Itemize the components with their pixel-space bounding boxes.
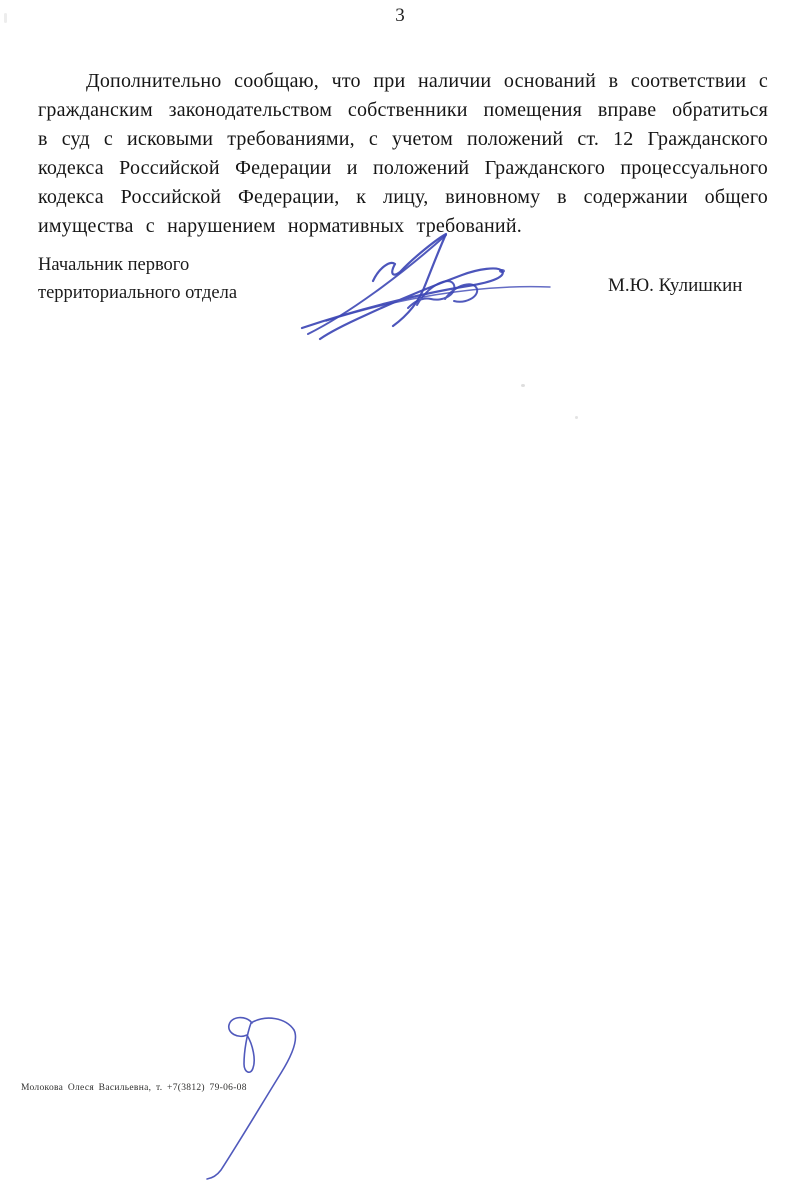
signer-position-title: Начальник первого территориального отдела [38, 255, 238, 303]
scan-speck [575, 416, 578, 419]
signature-stroke [302, 268, 503, 339]
scan-speck [521, 384, 525, 387]
paraph-stroke [207, 1018, 296, 1179]
page-number: 3 [395, 5, 405, 26]
signature-ink-blob [499, 269, 505, 273]
scan-speck [4, 13, 7, 23]
executor-contact-line: Молокова Олеся Васильевна, т. +7(3812) 79-06-08 [21, 1083, 247, 1093]
body-paragraph: Дополнительно сообщаю, что при наличии оснований в соответствии с гражданским законодательством собственники помещения вправе обратиться в суд с исковыми требованиями, с учетом положений ст. 12 Гражданского кодекса Российской Федерации и положений Гражданского процессуального кодекса Российской Федерации, к лицу, виновному в содержании общего имущества с нарушением нормативных требований. [38, 70, 768, 237]
handwritten-paraph-icon [193, 1013, 313, 1185]
handwritten-signature-icon [296, 226, 554, 344]
signer-name: М.Ю. Кулишкин [608, 275, 743, 296]
signature-stroke [373, 234, 446, 326]
